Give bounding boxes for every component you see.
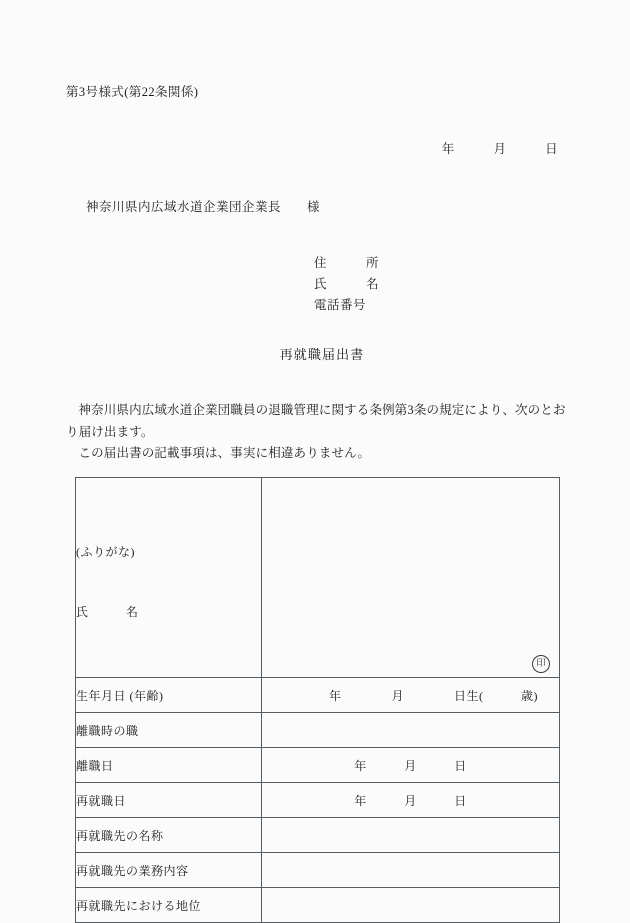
table-row [76, 748, 560, 783]
separation-date-value: 年 月 日 [354, 758, 467, 773]
sender-address-label: 住 所 [314, 256, 380, 270]
row-value-position-at-separation[interactable] [262, 713, 560, 748]
table-row [76, 818, 560, 853]
sender-phone-label: 電話番号 [314, 298, 367, 312]
table-row [76, 678, 560, 713]
table-row [76, 713, 560, 748]
addressee-line: 神奈川県内広域水道企業団企業長 様 [86, 200, 321, 214]
row-value-reemployment-date[interactable] [262, 783, 560, 818]
row-label-employer-business: 再就職先の業務内容 [76, 853, 262, 888]
row-value-name[interactable] [262, 478, 560, 678]
furigana-label: (ふりがな) [76, 545, 135, 559]
row-label-position-at-separation: 離職時の職 [76, 713, 262, 748]
row-label-employer-name: 再就職先の名称 [76, 818, 262, 853]
name-label: 氏 名 [76, 605, 139, 619]
row-label-birthdate: 生年月日 (年齢) [76, 678, 262, 713]
sender-name-label: 氏 名 [314, 277, 380, 291]
row-value-employer-business[interactable] [262, 853, 560, 888]
reemployment-date-value: 年 月 日 [354, 793, 467, 808]
body-paragraph-1: 神奈川県内広域水道企業団職員の退職管理に関する条例第3条の規定により、次のとおり届け出ます。 [66, 403, 566, 439]
row-label-reemployment-date: 再就職日 [76, 783, 262, 818]
table-row [76, 783, 560, 818]
row-label-name [76, 478, 262, 678]
row-label-employer-position: 再就職先における地位 [76, 888, 262, 923]
body-text-block [66, 400, 566, 465]
row-value-employer-position[interactable] [262, 888, 560, 923]
submission-date-line: 年 月 日 [441, 142, 558, 156]
row-value-separation-date[interactable] [262, 748, 560, 783]
form-number-label: 第3号様式(第22条関係) [66, 85, 199, 99]
seal-icon: 印 [532, 655, 550, 673]
row-label-separation-date: 離職日 [76, 748, 262, 783]
table-row [76, 853, 560, 888]
table-row [76, 478, 560, 678]
sender-block [314, 253, 379, 316]
row-value-birthdate[interactable] [262, 678, 560, 713]
document-title: 再就職届出書 [279, 347, 365, 362]
table-row [76, 888, 560, 923]
applicant-details-table [75, 477, 560, 923]
body-paragraph-2: この届出書の記載事項は、事実に相違ありません。 [78, 446, 371, 460]
row-value-employer-name[interactable] [262, 818, 560, 853]
birthdate-value: 年 月 日生( 歳) [329, 688, 538, 703]
